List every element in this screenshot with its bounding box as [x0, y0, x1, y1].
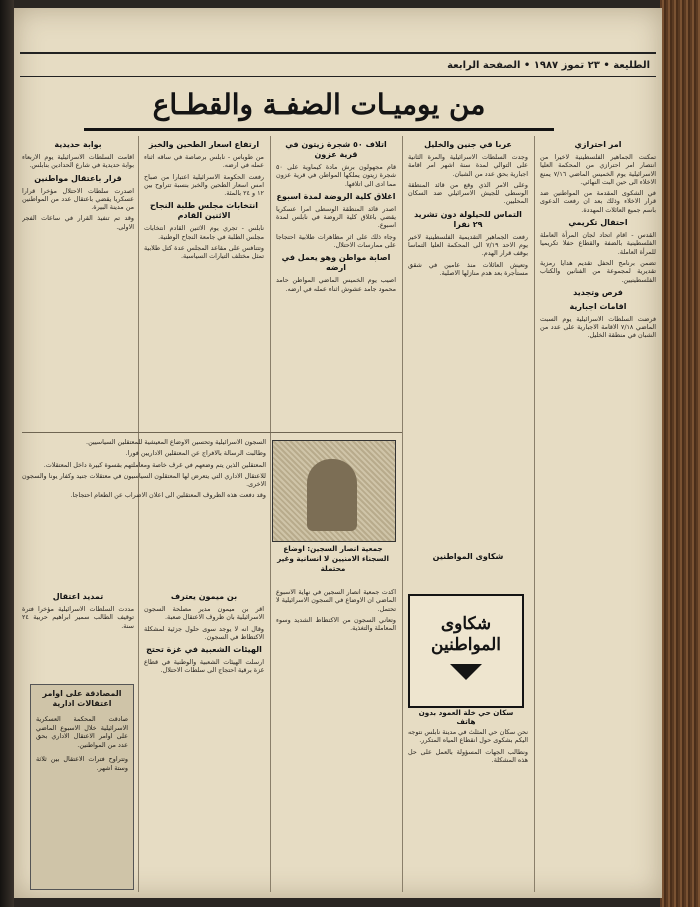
article-paragraph: وقد دفعت هذه الظروف المعتقلين الى اعلان الاضراب عن الطعام احتجاجا. — [70, 491, 266, 500]
article-paragraph: المعتقلين الذين يتم وضعهم في غرف خاصة ومعاملتهم بقسوة كبيرة داخل المعتقلات. — [43, 460, 266, 469]
article-paragraph: اقر بن ميمون مدير مصلحة السجون الاسرائيلية بان ظروف الاعتقال صعبة. — [144, 605, 264, 622]
article-paragraph: وتعيش العائلات منذ عامين في شقق مستأجرة بعد هدم منازلها الاصلية. — [408, 260, 528, 277]
box-paragraph: صادقت المحكمة العسكرية الاسرائيلية خلال الاسبوع الماضي على اوامر الاعتقال الاداري بحق عدد من المواطنين. — [36, 715, 128, 749]
article-heading: عربا في جنين والخليل — [424, 140, 512, 149]
article-paragraph: تضمن برنامج الحفل تقديم هدايا رمزية تقديرية لمجموعة من الفنانين والكتاب الفلسطينيين. — [540, 258, 656, 284]
column-5-lower — [22, 588, 134, 678]
article-heading: الهيئات الشعبية في غزة تحتج — [146, 645, 262, 655]
article-heading: بوابة حديدية — [54, 140, 102, 149]
article-paragraph: تمكنت الجماهير الفلسطينية لاخيرا من انتصار امر احترازي من المحكمة العليا الاسرائيلية يوم الخميس الماضي ٧/١٦ يمنع الاخلاء الى حين البت النهائي. — [540, 153, 656, 186]
article-paragraph: اقامت السلطات الاسرائيلية يوم الاربعاء بوابة حديدية في شارع الحدادين بنابلس. — [22, 153, 134, 170]
section-divider — [22, 432, 402, 433]
article-paragraph: وطالبت الرسالة بالافراج عن المعتقلين الاداريين فورا. — [125, 449, 266, 458]
article-paragraph: نحن سكان حي المثلث في مدينة نابلس نتوجه اليكم بشكوى حول انقطاع المياه المتكرر. — [408, 728, 528, 745]
article-heading: قرار باعتقال مواطنين — [34, 173, 122, 183]
lower-article-left — [22, 438, 266, 588]
column-1 — [540, 136, 656, 892]
article-heading: تمديد اعتقال — [52, 592, 104, 601]
article-heading: اتلاف ٥٠ شجرة زيتون في قرية عزون — [285, 140, 387, 159]
article-paragraph: نابلس - تجري يوم الاثنين القادم انتخابات مجلس الطلبة في جامعة النجاح الوطنية. — [144, 224, 264, 241]
column-2 — [408, 136, 528, 586]
complaints-title: شكاوى المواطنين — [431, 614, 501, 655]
column-4-lower — [144, 588, 264, 888]
article-paragraph: وجدت السلطات الاسرائيلية والمرة الثانية على التوالي لمدة سنة اشهر امر اقامة اجبارية بحق عدد من الشبان. — [408, 153, 528, 178]
article-paragraph: اصدرت سلطات الاحتلال مؤخرا قرارا عسكريا يقضي باعتقال عدد من المواطنين من مدينة البيرة. — [22, 186, 134, 212]
section-masthead: من يوميـات الضفـة والقطـاع — [84, 82, 554, 131]
article-paragraph: وتعاني السجون من الاكتظاظ الشديد وسوء المعاملة والتغذية. — [276, 615, 396, 633]
article-heading: التماس للحيلولة دون تشريد ٢٩ نفرا — [414, 209, 522, 229]
article-paragraph: رفعت الحكومة الاسرائيلية اعتبارا من صباح امس اسعار الطحين والخبز بنسبة تتراوح بين ١٢ و ٢٤ بالمئة. — [144, 172, 264, 198]
article-heading: ارتفاع اسعار الطحين والخبز — [148, 140, 260, 149]
article-heading: اقامات اجبارية — [569, 301, 627, 311]
prisoner-photo — [272, 440, 396, 542]
article-heading: انتخابات مجلس طلبة النجاح الاثنين القادم — [150, 201, 258, 221]
article-paragraph: اكدت جمعية انصار السجين في نهاية الاسبوع الماضي ان الاوضاع في السجون الاسرائيلية لا تحتمل. — [276, 588, 396, 613]
article-paragraph: السجون الاسرائيلية وتحسين الاوضاع المعيشية للمعتقلين السياسيين. — [86, 438, 266, 446]
box-paragraph: وتتراوح فترات الاعتقال بين ثلاثة وستة اشهر. — [36, 755, 128, 772]
complaints-subtitle: سكان حي خلة العمود بدون هاتف — [418, 708, 514, 726]
article-paragraph: وعلى الامر الذي وقع من قائد المنطقة الوسطى للجيش الاسرائيلي ضد السكان المحليين. — [408, 180, 528, 206]
article-paragraph: وتتنافس على مقاعد المجلس عدة كتل طلابية تمثل مختلف التيارات السياسية. — [144, 244, 264, 261]
column-2-lower — [408, 728, 528, 888]
article-paragraph: في الشكوى المقدمة من المواطنين ضد قرار الاخلاء وذلك بعد ان رفعت الدعوى باسم جميع العائلات المهددة. — [540, 189, 656, 214]
photo-caption: جمعية انصار السجين: اوضاع السجناء الامنيين لا انسانية وغير محتملة — [277, 544, 389, 573]
photo-figure — [307, 459, 357, 531]
column-2-mid — [408, 548, 528, 588]
column-rule — [534, 136, 535, 892]
article-paragraph: وقد تم تنفيذ القرار في ساعات الفجر الاولى. — [22, 214, 134, 231]
article-heading: امر احترازي — [574, 140, 622, 149]
article-paragraph: فرضت السلطات الاسرائيلية يوم السبت الماضي ٧/١٨ الاقامة الاجبارية على عدد من الشبان في منطقة الخليل. — [540, 314, 656, 340]
article-paragraph: مددت السلطات الاسرائيلية مؤخرا فترة توقيف الطالب سمير ابراهيم حربية ٢٤ سنة. — [22, 605, 134, 630]
page-header — [20, 52, 656, 77]
article-paragraph: للاعتقال الاداري التي يتعرض لها المعتقلون السياسيون في معتقلات جنيد وكفار يونا والسجون الاخرى. — [22, 471, 266, 489]
header-text: الطليعة • ٢٣ تموز ١٩٨٧ • الصفحة الرابعة — [447, 59, 650, 71]
article-heading: احتفال تكريمي — [568, 218, 628, 228]
column-3-lower — [276, 588, 396, 888]
column-3 — [276, 136, 396, 436]
article-paragraph: من طوباس - نابلس برصاصة في ساقه اثناء عمله في ارضه. — [144, 153, 264, 170]
article-paragraph: اصدر قائد المنطقة الوسطى امرا عسكريا يقضي باغلاق كلية الروضة في نابلس لمدة اسبوع. — [276, 204, 396, 230]
article-heading: اغلاق كلية الروضة لمدة اسبوع — [276, 191, 396, 201]
article-paragraph: اصيب يوم الخميس الماضي المواطن حامد محمود جامد عشوش اثناء عمله في ارضه. — [276, 276, 396, 293]
box-heading: المصادقة على اوامر اعتقالات ادارية — [42, 689, 122, 708]
newspaper-page — [14, 8, 662, 898]
article-paragraph: قام مجهولون برش مادة كيماوية على ٥٠ شجرة زيتون يملكها المواطن في قرية عزون مما ادى الى اتلافها. — [276, 163, 396, 188]
citizen-complaints-box — [408, 594, 524, 708]
page-stack-edge — [660, 0, 700, 907]
article-heading: شكاوى المواطنين — [432, 552, 504, 561]
article-paragraph: رفعت الجماهير التقديمية الفلسطينية لاخير يوم الاحد ٧/١٩ الى المحكمة العليا التماسا بوقف قرار الهدم. — [408, 232, 528, 258]
detention-orders-box — [30, 684, 134, 890]
column-rule — [402, 136, 403, 892]
article-paragraph: وجاء ذلك على اثر مظاهرات طلابية احتجاجا على ممارسات الاحتلال. — [276, 232, 396, 250]
chevron-down-icon — [450, 664, 482, 680]
article-heading: اصابة مواطن وهو يعمل في ارضه — [281, 253, 391, 273]
book-binding — [0, 0, 14, 907]
column-4 — [144, 136, 264, 436]
article-heading: بن ميمون يعترف — [170, 592, 238, 601]
column-5 — [22, 136, 134, 436]
article-paragraph: القدس - اقام اتحاد لجان المرأة العاملة الفلسطينية بالضفة والقطاع حفلا تكريميا للمرأة العاملة. — [540, 231, 656, 256]
article-paragraph: وقال انه لا يوجد سوى حلول جزئية لمشكلة الاكتظاظ في السجون. — [144, 624, 264, 641]
article-heading: فرص وتجديد — [573, 287, 623, 297]
column-rule — [270, 136, 271, 892]
article-paragraph: ارسلت الهيئات الشعبية والوطنية في قطاع غزة برقية احتجاج الى سلطات الاحتلال. — [144, 658, 264, 675]
article-paragraph: ونطالب الجهات المسؤولة بالعمل على حل هذه المشكلة. — [408, 747, 528, 764]
